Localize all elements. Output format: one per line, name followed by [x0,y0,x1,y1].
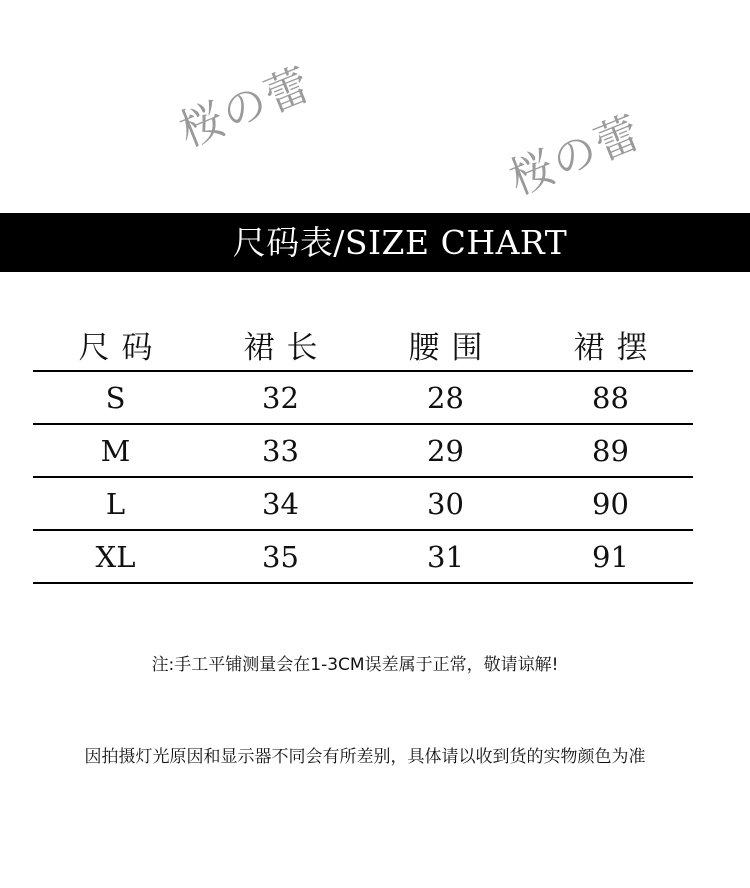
cell-size: L [105,486,126,521]
cell-waist: 31 [427,539,464,574]
title-banner [0,213,750,272]
table-row [33,425,693,478]
watermark-logo: 桜の蕾 [172,58,320,158]
watermark-logo: 桜の蕾 [502,106,650,206]
cell-size: M [100,433,131,468]
header-size: 尺码 [78,329,165,366]
cell-skirt-length: 34 [262,486,299,521]
cell-hem: 88 [592,380,629,415]
measurement-note: 注:手工平铺测量会在1-3CM误差属于正常，敬请谅解! [151,655,559,675]
cell-skirt-length: 32 [262,380,299,415]
cell-waist: 30 [427,486,464,521]
header-hem: 裙摆 [573,329,660,366]
cell-hem: 91 [592,539,629,574]
table-row [33,531,693,584]
cell-hem: 90 [592,486,629,521]
cell-size: S [105,380,126,415]
table-row [33,478,693,531]
header-skirt-length: 裙长 [243,329,330,366]
color-disclaimer-note: 因拍摄灯光原因和显示器不同会有所差别，具体请以收到货的实物颜色为准 [84,747,646,767]
cell-skirt-length: 33 [262,433,299,468]
header-waist: 腰围 [408,329,495,366]
table-header-row [33,318,693,372]
table-row [33,372,693,425]
cell-waist: 28 [427,380,464,415]
size-chart-table [33,318,693,584]
cell-size: XL [95,539,136,574]
cell-waist: 29 [427,433,464,468]
page-title: 尺码表/SIZE CHART [232,223,568,262]
cell-skirt-length: 35 [262,539,299,574]
cell-hem: 89 [592,433,629,468]
